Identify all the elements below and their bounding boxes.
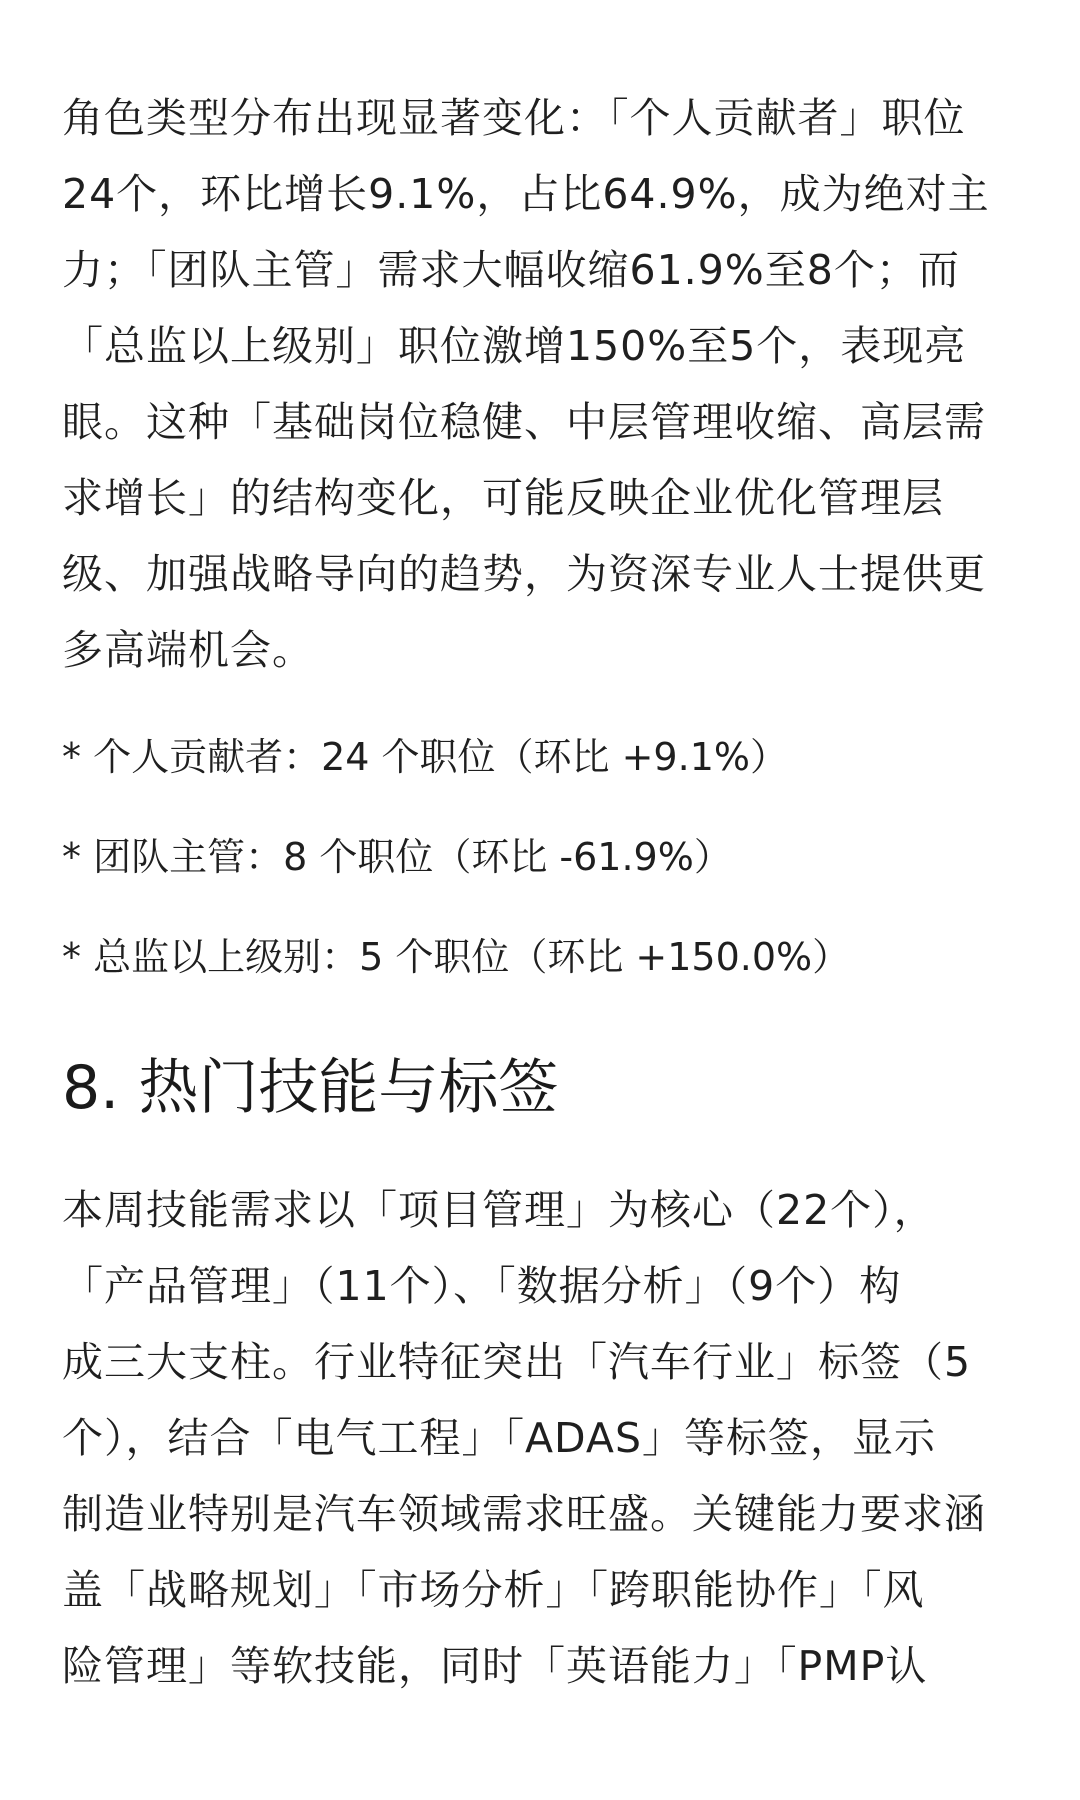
paragraph-line: 多高端机会。 <box>62 626 314 674</box>
paragraph-line: 级、加强战略导向的趋势，为资深专业人士提供更 <box>62 550 986 598</box>
section-heading-hot-skills: 8. 热门技能与标签 <box>62 1053 559 1123</box>
bullet-item-director-plus: * 总监以上级别：5 个职位（环比 +150.0%） <box>62 935 851 979</box>
bullet-item-team-lead: * 团队主管：8 个职位（环比 -61.9%） <box>62 835 732 879</box>
paragraph-line: 本周技能需求以「项目管理」为核心（22个）， <box>62 1186 936 1234</box>
paragraph-line: 角色类型分布出现显著变化：「个人贡献者」职位 <box>62 94 966 142</box>
paragraph-line: 个），结合「电气工程」「ADAS」等标签，显示 <box>62 1414 936 1462</box>
skills-paragraph <box>62 1172 1022 1704</box>
role-distribution-paragraph <box>62 80 1022 688</box>
paragraph-line: 「总监以上级别」职位激增150%至5个，表现亮 <box>62 322 967 370</box>
paragraph-line: 成三大支柱。行业特征突出「汽车行业」标签（5 <box>62 1338 972 1386</box>
paragraph-line: 盖「战略规划」「市场分析」「跨职能协作」「风 <box>62 1566 925 1614</box>
paragraph-line: 眼。这种「基础岗位稳健、中层管理收缩、高层需 <box>62 398 986 446</box>
paragraph-line: 求增长」的结构变化，可能反映企业优化管理层 <box>62 474 944 522</box>
article-content <box>62 80 1022 1704</box>
paragraph-line: 力；「团队主管」需求大幅收缩61.9%至8个；而 <box>62 246 960 294</box>
paragraph-line: 制造业特别是汽车领域需求旺盛。关键能力要求涵 <box>62 1490 986 1538</box>
bullet-item-individual-contributor: * 个人贡献者：24 个职位（环比 +9.1%） <box>62 735 788 779</box>
role-bullet-list <box>62 728 1022 986</box>
paragraph-line: 险管理」等软技能，同时「英语能力」「PMP认 <box>62 1642 928 1690</box>
paragraph-line: 24个，环比增长9.1%，占比64.9%，成为绝对主 <box>62 170 990 218</box>
paragraph-line: 「产品管理」（11个）、「数据分析」（9个）构 <box>62 1262 902 1310</box>
